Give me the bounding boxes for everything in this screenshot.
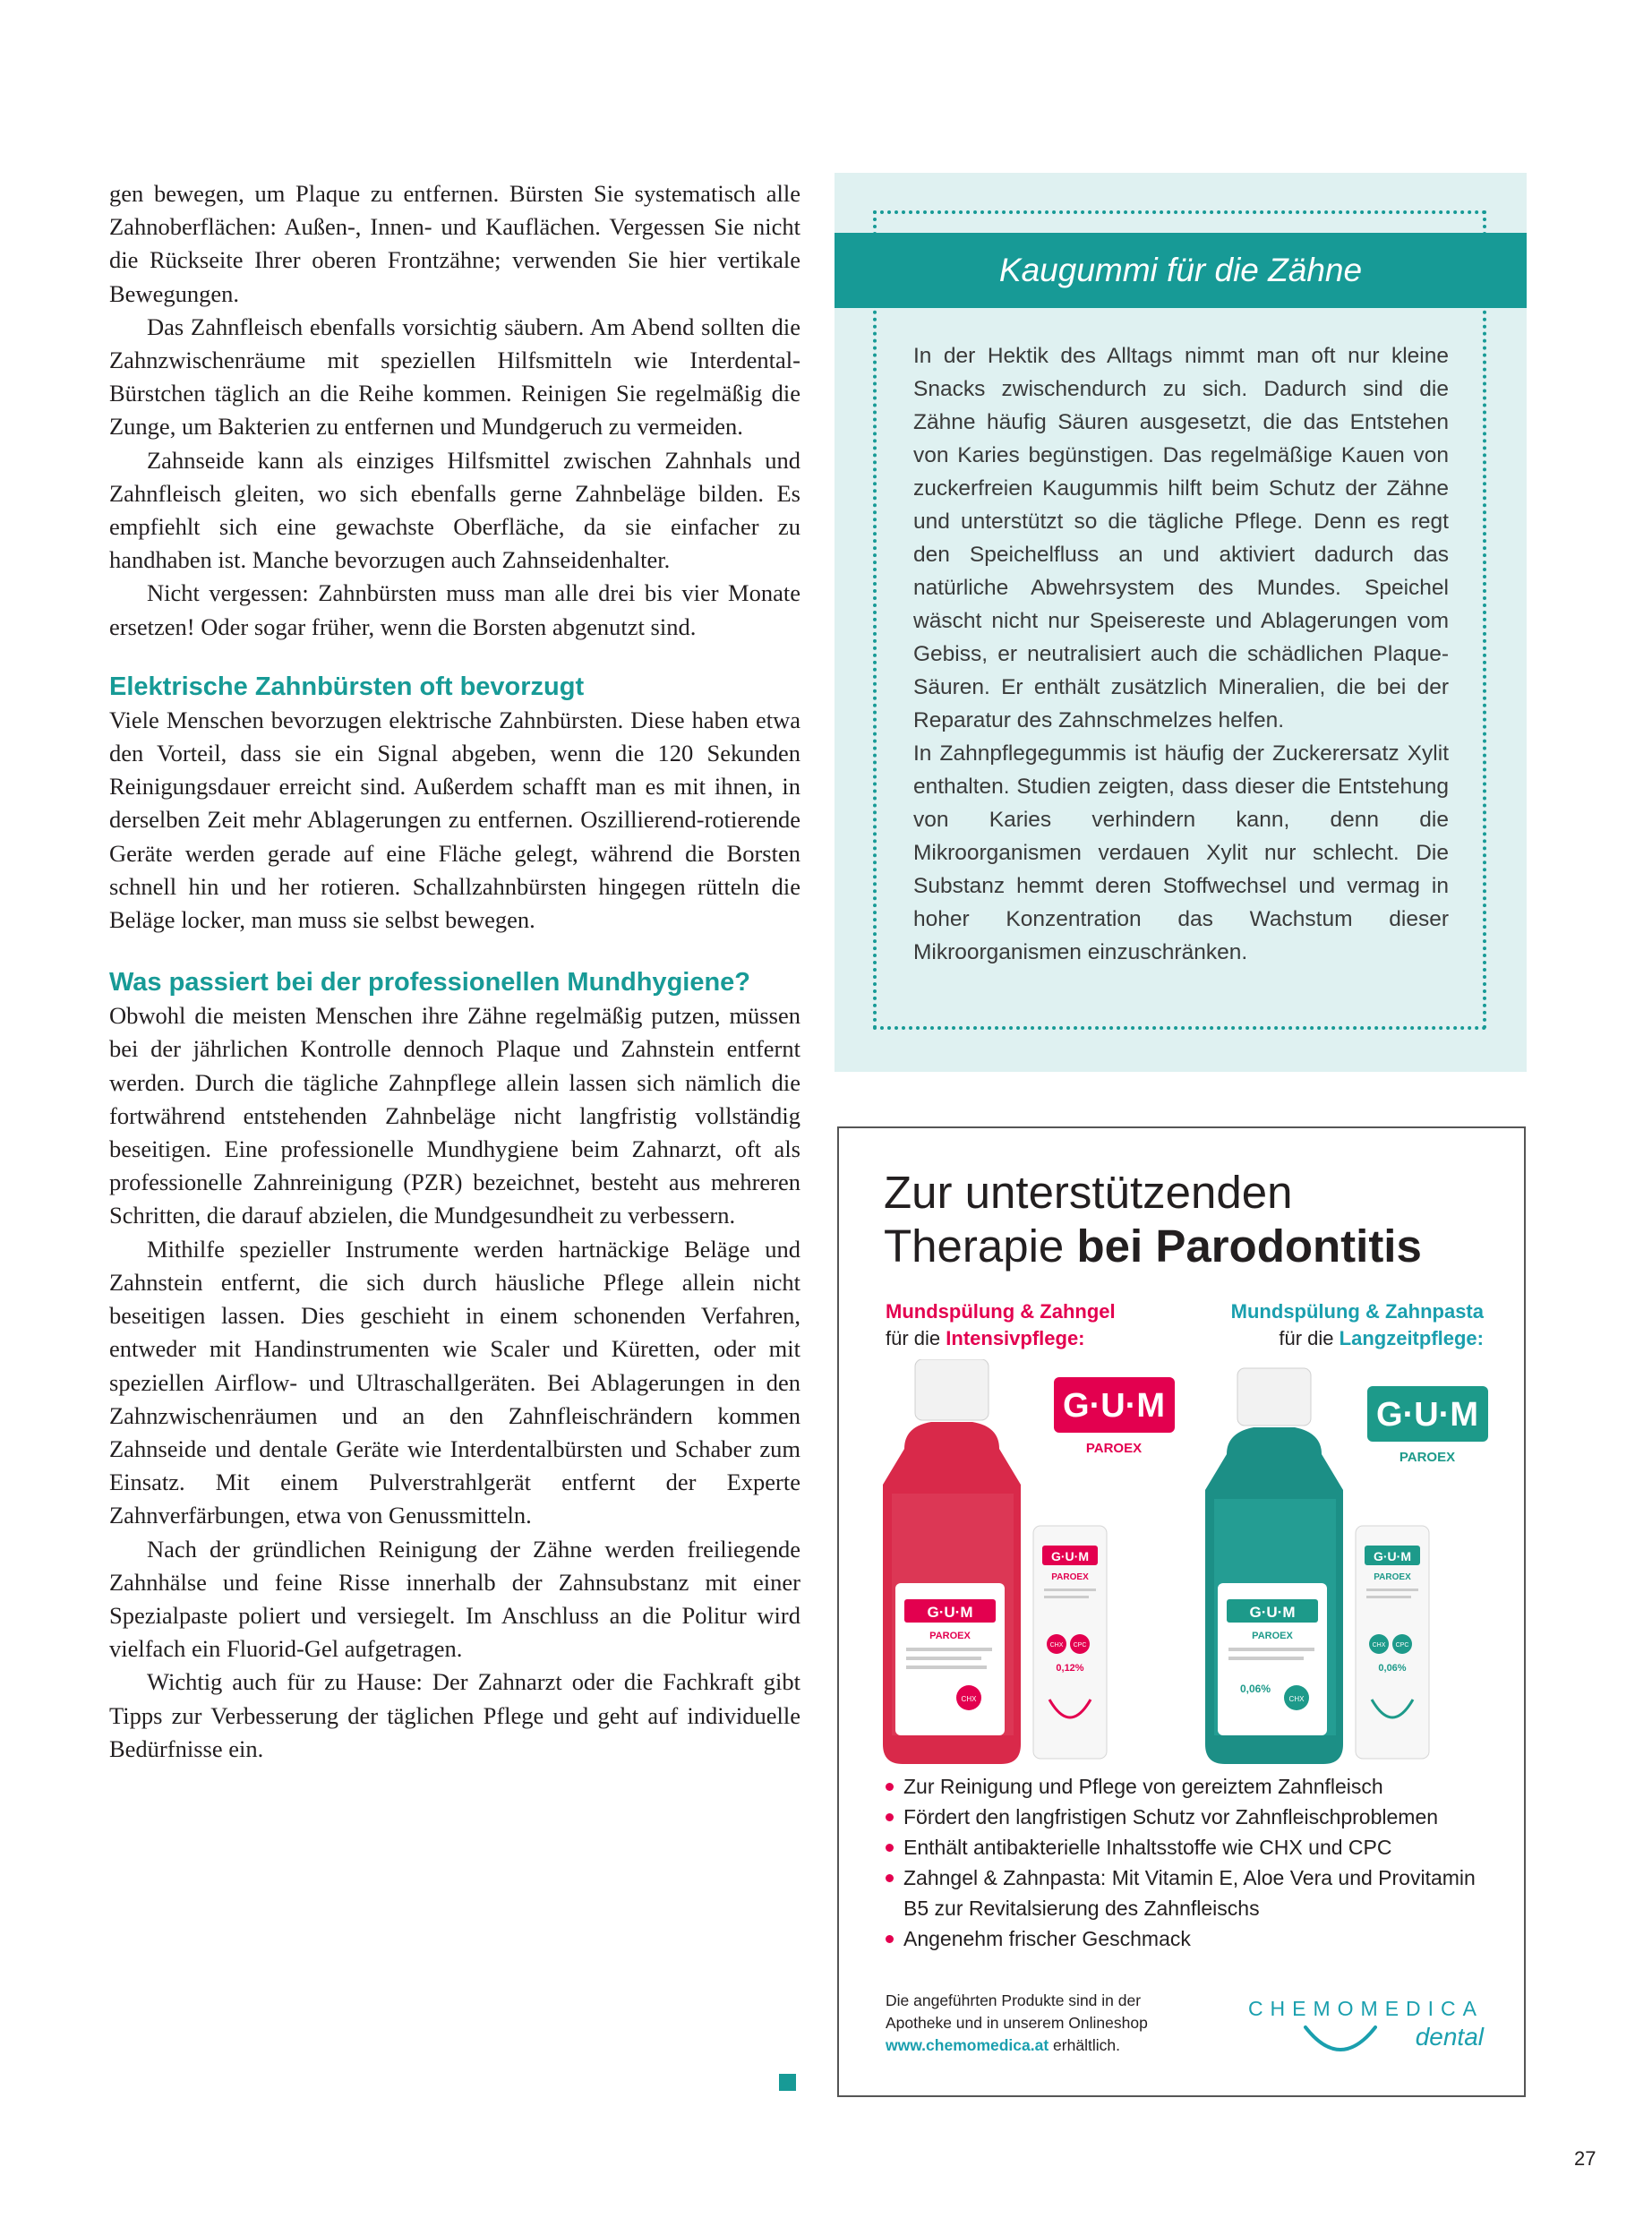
- gum-logo-text: G·U·M: [927, 1604, 973, 1621]
- ad-sub-right-highlight: Langzeitpflege:: [1339, 1327, 1484, 1349]
- article-paragraph: Nach der gründlichen Reinigung der Zähne werden freiliegende Zahnhälse und feine Risse innerhalb der Zahnsubstanz mit einer Spezialpaste poliert und versiegelt. Im Anschluss an die Politur wird vielfach ein Fluorid-Gel aufgetragen.: [109, 1535, 800, 1663]
- sidebar-title: Kaugummi für die Zähne: [835, 233, 1527, 308]
- ad-benefit-item: Zur Reinigung und Pflege von gereiztem Zahnfleisch: [886, 1771, 1494, 1802]
- ad-subheading-right: [1188, 1298, 1484, 1352]
- ad-availability-suffix: erhältlich.: [1049, 2036, 1120, 2054]
- pink-gel-tube-icon: [1033, 1526, 1107, 1759]
- cpc-badge: CPC: [1395, 1642, 1409, 1649]
- gum-logo-text: G·U·M: [1374, 1549, 1411, 1563]
- chx-badge: CHX: [1372, 1642, 1386, 1649]
- ad-availability-text: Die angeführten Produkte sind in der Apotheke und in unserem Onlineshop: [886, 1991, 1148, 2032]
- ad-benefit-item: Zahngel & Zahnpasta: Mit Vitamin E, Aloe Vera und Provitamin B5 zur Revitalsierung des Zahnfleischs: [886, 1863, 1494, 1923]
- ad-headline: [884, 1166, 1502, 1273]
- article-paragraph: gen bewegen, um Plaque zu entfernen. Bürsten Sie systematisch alle Zahnoberflächen: Außen-, Innen- und Kauflächen. Vergessen Sie nicht die Rückseite Ihrer oberen Frontzähne; verwenden Sie hier vertikale Bewegungen.: [109, 180, 800, 307]
- paroex-label: PAROEX: [1085, 1441, 1143, 1456]
- paroex-label: PAROEX: [1252, 1631, 1293, 1641]
- article-paragraph: Wichtig auch für zu Hause: Der Zahnarzt oder die Fachkraft gibt Tipps zur Verbesserung der täglichen Pflege und geht auf individuelle Bedürfnisse ein.: [109, 1668, 800, 1762]
- concentration-label: 0,06%: [1378, 1663, 1407, 1674]
- ad-benefit-item: Enthält antibakterielle Inhaltsstoffe wie CHX und CPC: [886, 1832, 1494, 1863]
- gum-logo-text: G·U·M: [1376, 1396, 1478, 1434]
- concentration-label: 0,06%: [1239, 1683, 1271, 1695]
- ad-headline-plain: Therapie: [884, 1220, 1077, 1272]
- product-photo: [879, 1359, 1497, 1773]
- article-paragraph: Viele Menschen bevorzugen elektrische Zahnbürsten. Diese haben etwa den Vorteil, dass sie ein Signal abgeben, wenn die 120 Sekunden Reinigungsdauer erreicht sind. Außerdem schafft man es mit ihnen, in derselben Zeit mehr Ablagerungen zu entfernen. Oszillierend-rotierende Geräte werden gerade auf eine Fläche gelegt, während die Borsten schnell hin und her rotieren. Schallzahnbürsten hingegen rütteln die Beläge locker, man muss sie selbst bewegen.: [109, 706, 800, 934]
- gum-logo-text: G·U·M: [1051, 1549, 1089, 1563]
- ad-shop-link[interactable]: www.chemomedica.at: [886, 2036, 1049, 2054]
- chemomedica-brand: CHEMOMEDICA: [1247, 1997, 1484, 2020]
- gum-logo-right: [1367, 1386, 1488, 1465]
- paroex-label: PAROEX: [929, 1631, 971, 1641]
- gum-logo-left: [1054, 1377, 1175, 1456]
- page-number: 27: [1574, 2147, 1596, 2170]
- ad-headline-line1: Zur unterstützenden: [884, 1167, 1293, 1218]
- article-end-mark: [779, 2074, 796, 2091]
- article-paragraph: Zahnseide kann als einziges Hilfsmittel zwischen Zahnhals und Zahnfleisch gleiten, wo sich ebenfalls gerne Zahnbeläge bilden. Es empfiehlt sich eine gewachste Oberfläche, da sie einfacher zu handhaben ist. Manche bevorzugen auch Zahnseidenhalter.: [109, 446, 800, 574]
- paroex-label: PAROEX: [1374, 1572, 1411, 1582]
- advertisement: [837, 1126, 1526, 2097]
- cpc-badge: CPC: [1073, 1642, 1087, 1649]
- gum-logo-text: G·U·M: [1063, 1387, 1165, 1425]
- heading-electric-toothbrushes: Elektrische Zahnbürsten oft bevorzugt: [109, 672, 585, 701]
- article-paragraph: Das Zahnfleisch ebenfalls vorsichtig säubern. Am Abend sollten die Zahnzwischenräume mit speziellen Hilfsmitteln wie Interdental-Bürstchen täglich an die Reihe kommen. Reinigen Sie regelmäßig die Zunge, um Bakterien zu entfernen und Mundgeruch zu vermeiden.: [109, 313, 800, 441]
- ad-sub-left-highlight: Intensivpflege:: [946, 1327, 1085, 1349]
- chx-badge: CHX: [1049, 1642, 1064, 1649]
- article-column: [109, 177, 800, 1766]
- teal-mouthwash-bottle-icon: [1205, 1368, 1343, 1764]
- paroex-label: PAROEX: [1051, 1572, 1089, 1582]
- ad-sub-right-plain: für die: [1279, 1327, 1340, 1349]
- ad-benefit-list: [886, 1771, 1494, 1954]
- article-paragraph: Nicht vergessen: Zahnbürsten muss man alle drei bis vier Monate ersetzen! Oder sogar früher, wenn die Borsten abgenutzt sind.: [109, 579, 800, 640]
- sidebar-paragraph: In der Hektik des Alltags nimmt man oft nur kleine Snacks zwischendurch zu sich. Dadurch sind die Zähne häufig Säuren ausgesetzt, die das Entstehen von Karies begünstigen. Das regelmäßige Kauen von zuckerfreien Kaugummis hilft beim Schutz der Zähne und unterstützt so die tägliche Pflege. Denn es regt den Speichelfluss an und aktiviert dadurch das natürliche Abwehrsystem des Mundes. Speichel wäscht nicht nur Speisereste und Ablagerungen vom Gebiss, er neutralisiert auch die schädlichen Plaque-Säuren. Er enthält zusätzlich Mineralien, die bei der Reparatur des Zahnschmelzes helfen.: [913, 344, 1449, 732]
- sidebar-body: [913, 339, 1449, 969]
- ad-benefit-item: Fördert den langfristigen Schutz vor Zahnfleischproblemen: [886, 1802, 1494, 1832]
- chx-badge: CHX: [1288, 1695, 1305, 1703]
- pink-mouthwash-bottle-icon: [883, 1359, 1021, 1764]
- ad-availability-note: [886, 1990, 1208, 2057]
- article-paragraph: Mithilfe spezieller Instrumente werden hartnäckige Beläge und Zahnstein entfernt, die sich durch häusliche Pflege allein nicht beseitigen lassen. Dies geschieht in einem schonenden Verfahren, entweder mit Handinstrumenten wie Scaler und Küretten, oder mit speziellen Airflow- und Ultraschallgeräten. Bei Ablagerungen in den Zahnzwischenräumen und an den Zahnfleischrändern kommen Zahnseide und dentale Geräte wie Interdentalbürsten und Schaber zum Einsatz. Mit einem Pulverstrahlgerät entfernt der Experte Zahnverfärbungen, etwa von Genussmitteln.: [109, 1235, 800, 1529]
- article-paragraph: Obwohl die meisten Menschen ihre Zähne regelmäßig putzen, müssen bei der jährlichen Kontrolle dennoch Plaque und Zahnstein entfernt werden. Durch die tägliche Zahnpflege allein lassen sich nämlich die fortwährend entstehenden Zahnbeläge nicht langfristig vollständig beseitigen. Eine professionelle Mundhygiene beim Zahnarzt, oft als professionelle Zahnreinigung (PZR) bezeichnet, besteht aus mehreren Schritten, die darauf abzielen, die Mundgesundheit zu verbessern.: [109, 1002, 800, 1229]
- ad-sub-right-title: Mundspülung & Zahnpasta: [1230, 1300, 1484, 1323]
- sidebar-box: [835, 173, 1527, 1072]
- ad-subheading-left: [886, 1298, 1181, 1352]
- ad-headline-bold: bei Parodontitis: [1076, 1220, 1422, 1272]
- ad-sub-left-plain: für die: [886, 1327, 946, 1349]
- gum-logo-text: G·U·M: [1249, 1604, 1296, 1621]
- chemomedica-logo: [1242, 1995, 1484, 2067]
- paroex-label: PAROEX: [1399, 1450, 1456, 1465]
- chemomedica-dental: dental: [1415, 2023, 1484, 2051]
- heading-professional-hygiene: Was passiert bei der professionellen Mundhygiene?: [109, 968, 751, 998]
- chx-badge: CHX: [961, 1695, 977, 1703]
- smile-icon: [1300, 2022, 1381, 2063]
- ad-benefit-item: Angenehm frischer Geschmack: [886, 1923, 1494, 1954]
- ad-sub-left-title: Mundspülung & Zahngel: [886, 1300, 1116, 1323]
- concentration-label: 0,12%: [1056, 1663, 1084, 1674]
- sidebar-paragraph: In Zahnpflegegummis ist häufig der Zuckerersatz Xylit enthalten. Studien zeigten, dass dieser die Entstehung von Karies verhindern kann, denn die Mikroorganismen verdauen Xylit nur schlecht. Die Substanz hemmt deren Stoffwechsel und vermag in hoher Konzentration das Wachstum dieser Mikroorganismen einzuschränken.: [913, 741, 1449, 964]
- teal-toothpaste-tube-icon: [1356, 1526, 1429, 1759]
